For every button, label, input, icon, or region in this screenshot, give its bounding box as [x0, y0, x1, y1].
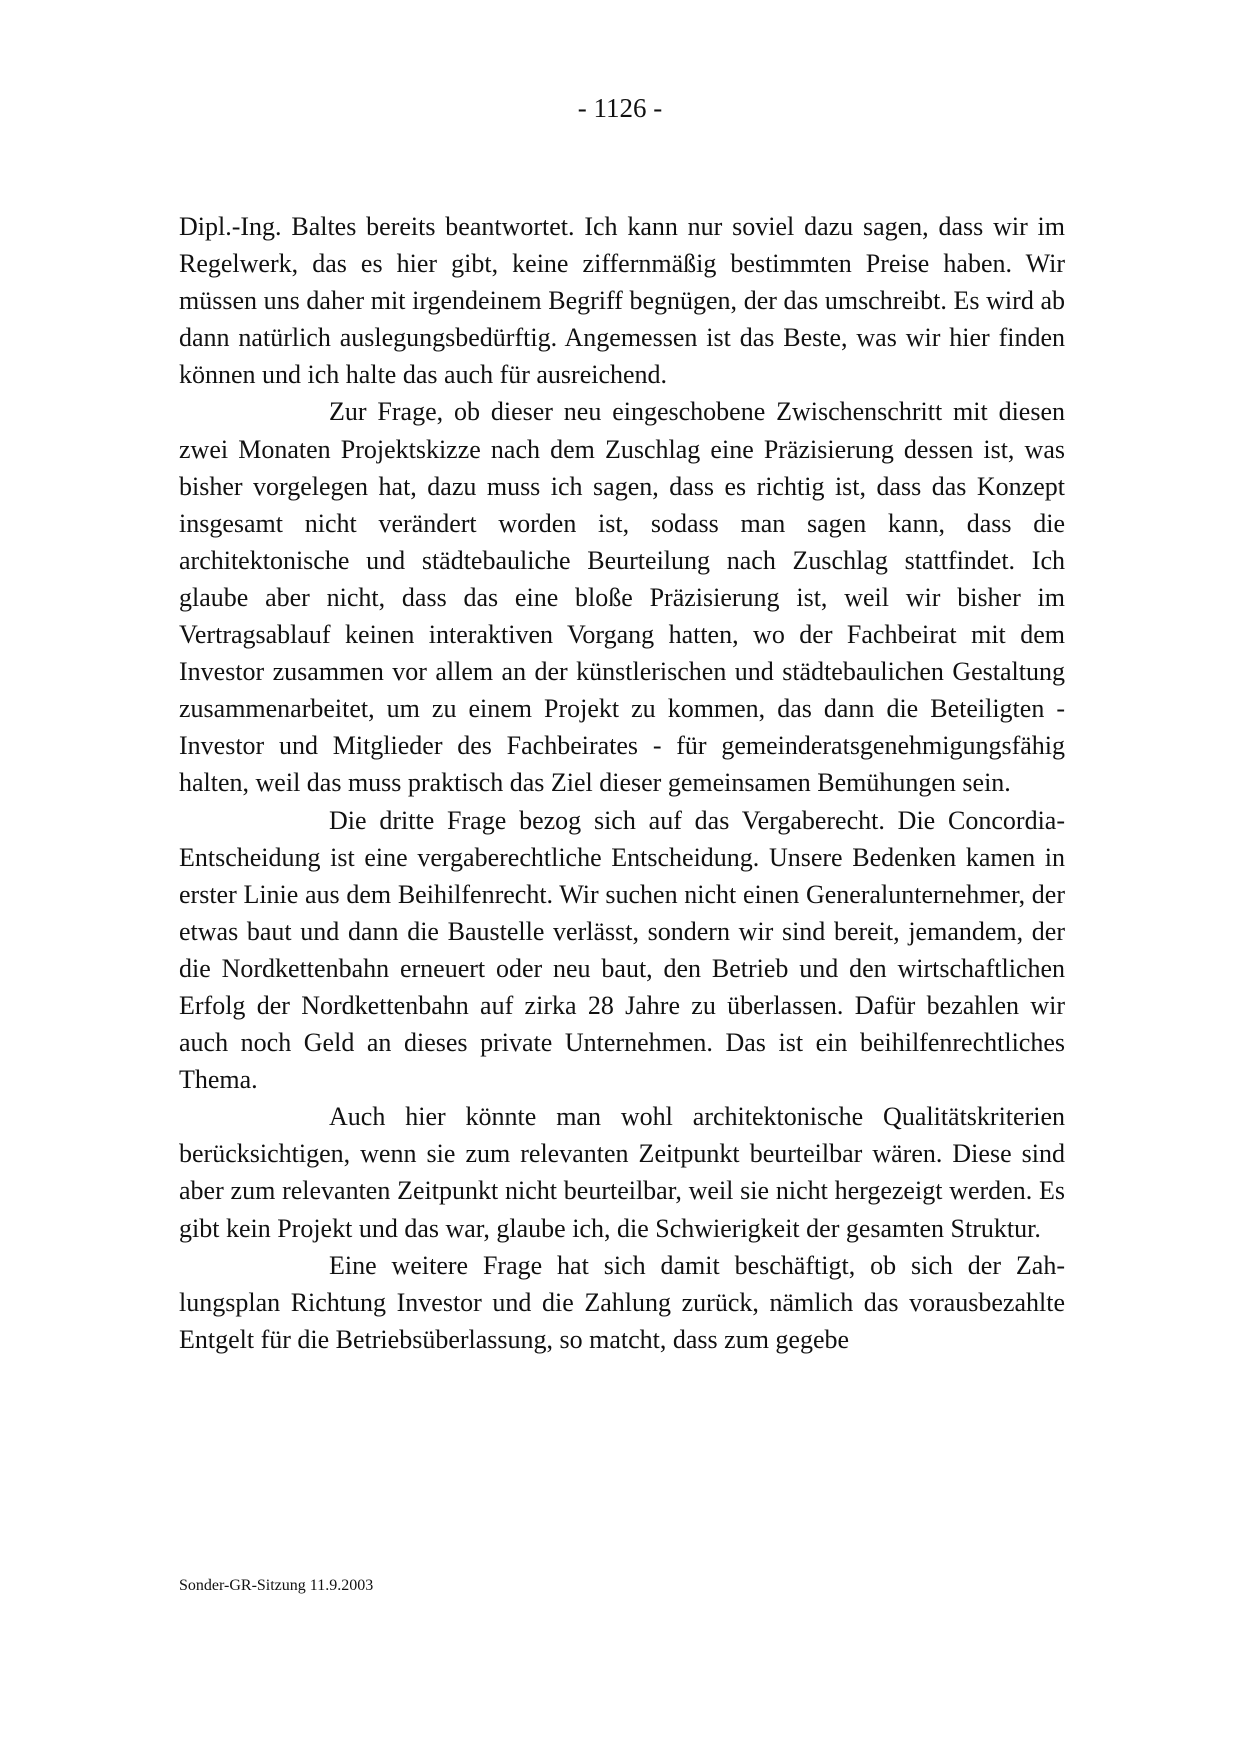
- paragraph-1: Dipl.-Ing. Baltes bereits beantwortet. Ich kann nur soviel dazu sagen, dass wir im Regelwerk, das es hier gibt, keine ziffernmäßig bestimmten Preise haben. Wir müssen uns daher mit irgendeinem Begriff begnügen, der das umschreibt. Es wird ab dann natürlich auslegungsbedürftig. Angemessen ist das Beste, was wir hier finden können und ich halte das auch für ausreichend.: [179, 212, 1065, 390]
- footer-session: Sonder-GR-Sitzung 11.9.2003: [179, 1577, 374, 1594]
- page-number: - 1126 -: [577, 93, 663, 123]
- paragraph-4: Auch hier könnte man wohl architektonische Qualitätskriterien berücksichtigen, wenn sie zum relevanten Zeitpunkt beurteilbar wären. Diese sind aber zum relevanten Zeitpunkt nicht beurteilbar, weil sie nicht hergezeigt werden. Es gibt kein Projekt und das war, glaube ich, die Schwierigkeit der gesamten Struktur.: [179, 1102, 1065, 1243]
- paragraph-5: Eine weitere Frage hat sich damit beschäftigt, ob sich der Zahlungsplan Richtung Investor und die Zahlung zurück, nämlich das vorausbezahlte Entgelt für die Betriebsüberlassung, so matcht, dass zum gegebe: [179, 1250, 1065, 1354]
- paragraph-3: Die dritte Frage bezog sich auf das Vergaberecht. Die Concordia-Entscheidung ist eine vergaberechtliche Entscheidung. Unsere Bedenken kamen in erster Linie aus dem Beihilfenrecht. Wir suchen nicht einen Generalunternehmer, der etwas baut und dann die Baustelle verlässt, sondern wir sind bereit, jemandem, der die Nordkettenbahn erneuert oder neu baut, den Betrieb und den wirtschaftlichen Erfolg der Nordkettenbahn auf zirka 28 Jahre zu überlassen. Dafür bezahlen wir auch noch Geld an dieses private Unternehmen. Das ist ein beihilfenrechtliches Thema.: [179, 805, 1065, 1095]
- paragraph-2: Zur Frage, ob dieser neu eingeschobene Zwischenschritt mit diesen zwei Monaten Projektskizze nach dem Zuschlag eine Präzisierung dessen ist, was bisher vorgelegen hat, dazu muss ich sagen, dass es richtig ist, dass das Konzept insgesamt nicht verändert worden ist, sodass man sagen kann, dass die architektonische und städtebauliche Beurteilung nach Zuschlag stattfindet. Ich glaube aber nicht, dass das eine bloße Präzisierung ist, weil wir bisher im Vertragsablauf keinen interaktiven Vorgang hatten, wo der Fachbeirat mit dem Investor zusammen vor allem an der künstlerischen und städtebaulichen Gestaltung zusammenarbeitet, um zu einem Projekt zu kommen, das dann die Beteiligten - Investor und Mitglieder des Fachbeirates - für gemeinderatsgenehmigungsfähig halten, weil das muss praktisch das Ziel dieser gemeinsamen Bemühungen sein.: [179, 397, 1065, 798]
- body-text: [179, 208, 1065, 1358]
